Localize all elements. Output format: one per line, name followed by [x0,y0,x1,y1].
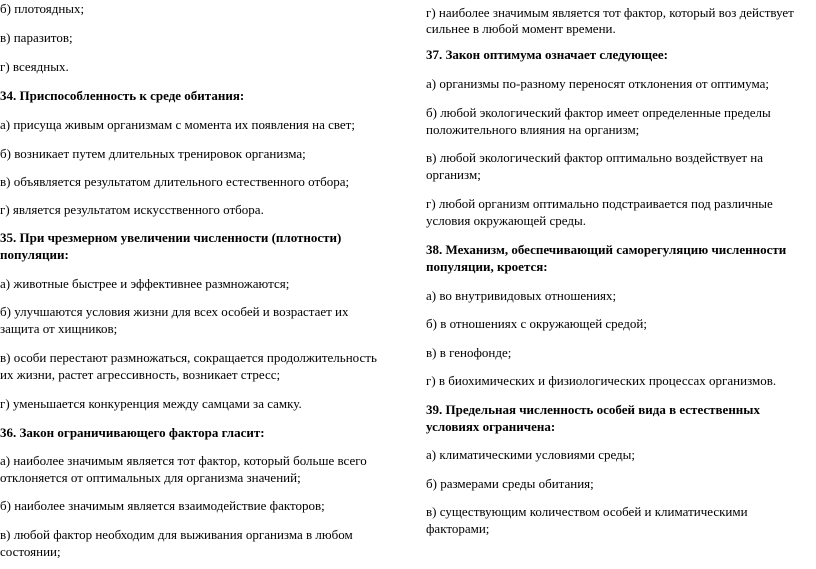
question-title: условиях ограничена: [426,419,556,434]
question-title: 37. Закон оптимума означает следующее: [426,47,668,62]
answer-option: а) во внутривидовых отношениях; [426,288,617,303]
answer-option: г) является результатом искусственного отбора. [0,202,264,217]
answer-option: в) объявляется результатом длительного естественного отбора; [0,174,350,189]
answer-option: б) размерами среды обитания; [426,476,594,491]
question-title: 38. Механизм, обеспечивающий саморегуляцию численности [426,242,787,257]
answer-option: б) плотоядных; [0,1,85,16]
answer-option: состоянии; [0,544,61,559]
answer-option: б) в отношениях с окружающей средой; [426,316,647,331]
answer-option: в) в генофонде; [426,345,512,360]
answer-option: б) улучшаются условия жизни для всех особей и возрастает их [0,304,349,319]
answer-option: б) наиболее значимым является взаимодействие факторов; [0,498,325,513]
answer-option: в) любой экологический фактор оптимально воздействует на [426,150,763,165]
answer-option: б) возникает путем длительных тренировок организма; [0,146,306,161]
answer-option: б) любой экологический фактор имеет определенные пределы [426,105,771,120]
answer-option: а) организмы по-разному переносят отклонения от оптимума; [426,76,769,91]
answer-option: г) любой организм оптимально подстраивается под различные [426,196,773,211]
answer-option: в) существующим количеством особей и климатическими [426,504,748,519]
answer-option: отклоняется от оптимальных для организма значений; [0,470,301,485]
answer-option: их жизни, растет агрессивность, возникает стресс; [0,367,281,382]
answer-option: организм; [426,167,481,182]
answer-option: г) уменьшается конкуренция между самцами за самку. [0,396,302,411]
question-title: 36. Закон ограничивающего фактора гласит: [0,425,265,440]
answer-option: в) паразитов; [0,30,73,45]
answer-option: условия окружающей среды. [426,213,586,228]
answer-option: защита от хищников; [0,321,118,336]
answer-option: сильнее в любой момент времени. [426,21,616,36]
answer-option: а) животные быстрее и эффективнее размножаются; [0,276,290,291]
question-title: популяции: [0,247,69,262]
question-title: 39. Предельная численность особей вида в естественных [426,402,760,417]
answer-option: а) присуща живым организмам с момента их появления на свет; [0,117,355,132]
question-title: популяции, кроется: [426,259,548,274]
answer-option: г) наиболее значимым является тот фактор, который воз действует [426,5,794,20]
answer-option: факторами; [426,521,490,536]
answer-option: а) климатическими условиями среды; [426,447,636,462]
answer-option: в) любой фактор необходим для выживания организма в любом [0,527,353,542]
answer-option: в) особи перестают размножаться, сокращается продолжительность [0,350,377,365]
answer-option: а) наиболее значимым является тот фактор, который больше всего [0,453,367,468]
answer-option: положительного влияния на организм; [426,122,640,137]
question-title: 35. При чрезмерном увеличении численности (плотности) [0,230,342,245]
question-title: 34. Приспособленность к среде обитания: [0,88,245,103]
answer-option: г) всеядных. [0,59,69,74]
answer-option: г) в биохимических и физиологических процессах организмов. [426,373,777,388]
